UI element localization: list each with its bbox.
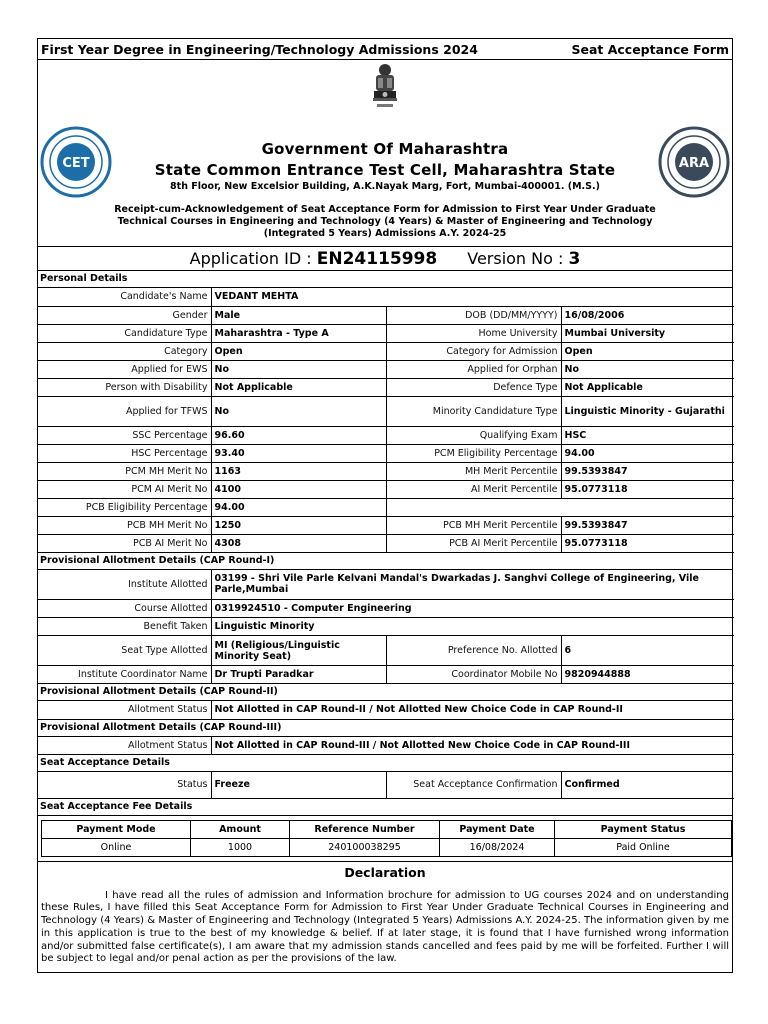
column-header: Payment Date — [440, 820, 555, 838]
form-type: Seat Acceptance Form — [571, 41, 729, 57]
round-3-status-value: Not Allotted in CAP Round-III / Not Allotted New Choice Code in CAP Round-III — [211, 737, 734, 755]
field-label: PCM Eligibility Percentage — [386, 444, 561, 462]
ews-value: No — [211, 360, 386, 378]
field-label: Gender — [38, 306, 211, 324]
seat-acceptance-form — [37, 38, 733, 973]
table-row — [38, 570, 734, 600]
table-row — [38, 772, 734, 798]
cap-round-1-table — [38, 570, 734, 685]
cap-round-3-table — [38, 737, 734, 756]
table-header-row — [42, 820, 732, 838]
column-header: Payment Status — [555, 820, 732, 838]
field-label: Institute Allotted — [38, 570, 211, 600]
seat-acceptance-header: Seat Acceptance Details — [38, 755, 732, 772]
version-label: Version No : — [467, 249, 564, 268]
application-id-bar — [38, 247, 732, 271]
empty-cell — [386, 498, 734, 516]
field-label: PCB MH Merit No — [38, 516, 211, 534]
column-header: Reference Number — [290, 820, 440, 838]
pcb-mh-percentile-value: 99.5393847 — [561, 516, 734, 534]
table-row — [38, 666, 734, 684]
field-label: Coordinator Mobile No — [386, 666, 561, 684]
form-title: First Year Degree in Engineering/Technology Admissions 2024 — [41, 41, 478, 57]
table-row — [38, 534, 734, 552]
table-row — [38, 701, 734, 719]
field-label: PCB Eligibility Percentage — [38, 498, 211, 516]
svg-text:CET: CET — [62, 156, 90, 171]
field-label: PCB AI Merit Percentile — [386, 534, 561, 552]
application-id-value: EN24115998 — [316, 248, 438, 269]
table-row — [38, 360, 734, 378]
svg-text:ARA: ARA — [678, 156, 710, 171]
version-value: 3 — [568, 248, 581, 269]
minority-value: Linguistic Minority - Gujarathi — [561, 396, 734, 426]
table-row — [38, 498, 734, 516]
seat-type-value: MI (Religious/Linguistic Minority Seat) — [211, 636, 386, 666]
benefit-value: Linguistic Minority — [211, 618, 734, 636]
field-label: Seat Acceptance Confirmation — [386, 772, 561, 798]
dob-value: 16/08/2006 — [561, 306, 734, 324]
acceptance-confirmation-value: Confirmed — [561, 772, 734, 798]
field-label: SSC Percentage — [38, 426, 211, 444]
tfws-value: No — [211, 396, 386, 426]
gender-value: Male — [211, 306, 386, 324]
personal-details-header: Personal Details — [38, 271, 732, 288]
fee-details-wrapper — [38, 816, 732, 862]
cap-round-2-header: Provisional Allotment Details (CAP Round-II) — [38, 684, 732, 701]
candidature-type-value: Maharashtra - Type A — [211, 324, 386, 342]
payment-date-cell: 16/08/2024 — [440, 838, 555, 856]
course-value: 0319924510 - Computer Engineering — [211, 600, 734, 618]
table-row — [38, 324, 734, 342]
field-label: Candidature Type — [38, 324, 211, 342]
ashoka-emblem-icon — [369, 62, 401, 114]
fee-details-header: Seat Acceptance Fee Details — [38, 799, 732, 816]
disability-value: Not Applicable — [211, 378, 386, 396]
field-label: PCM AI Merit No — [38, 480, 211, 498]
table-row — [38, 378, 734, 396]
field-label: Category for Admission — [386, 342, 561, 360]
cet-cell-title: State Common Entrance Test Cell, Maharashtra State — [154, 161, 616, 179]
field-label: Status — [38, 772, 211, 798]
table-row — [38, 426, 734, 444]
field-label: Defence Type — [386, 378, 561, 396]
table-row — [38, 737, 734, 755]
pcb-ai-merit-value: 4308 — [211, 534, 386, 552]
payment-status-cell: Paid Online — [555, 838, 732, 856]
field-label: AI Merit Percentile — [386, 480, 561, 498]
ai-percentile-value: 95.0773118 — [561, 480, 734, 498]
field-label: PCB AI Merit No — [38, 534, 211, 552]
field-label: Minority Candidature Type — [386, 396, 561, 426]
defence-value: Not Applicable — [561, 378, 734, 396]
orphan-value: No — [561, 360, 734, 378]
pcm-mh-merit-value: 1163 — [211, 462, 386, 480]
amount-cell: 1000 — [191, 838, 290, 856]
field-label: Home University — [386, 324, 561, 342]
cap-round-3-header: Provisional Allotment Details (CAP Round-III) — [38, 720, 732, 737]
field-label: MH Merit Percentile — [386, 462, 561, 480]
table-row — [38, 288, 734, 306]
field-label: Course Allotted — [38, 600, 211, 618]
field-label: Applied for EWS — [38, 360, 211, 378]
field-label: PCM MH Merit No — [38, 462, 211, 480]
pcb-ai-percentile-value: 95.0773118 — [561, 534, 734, 552]
column-header: Amount — [191, 820, 290, 838]
table-row — [38, 342, 734, 360]
ssc-value: 96.60 — [211, 426, 386, 444]
field-label: Preference No. Allotted — [386, 636, 561, 666]
hsc-value: 93.40 — [211, 444, 386, 462]
field-label: Person with Disability — [38, 378, 211, 396]
field-label: DOB (DD/MM/YYYY) — [386, 306, 561, 324]
table-row — [38, 600, 734, 618]
acceptance-status-value: Freeze — [211, 772, 386, 798]
seat-acceptance-table — [38, 772, 734, 799]
field-label: Allotment Status — [38, 737, 211, 755]
office-address: 8th Floor, New Excelsior Building, A.K.Nayak Marg, Fort, Mumbai-400001. (M.S.) — [170, 181, 600, 192]
table-row — [38, 444, 734, 462]
coordinator-value: Dr Trupti Paradkar — [211, 666, 386, 684]
table-row — [38, 306, 734, 324]
institute-value: 03199 - Shri Vile Parle Kelvani Mandal's Dwarkadas J. Sanghvi College of Engineering, Vile Parle,Mumbai — [211, 570, 734, 600]
table-row — [42, 838, 732, 856]
table-row — [38, 636, 734, 666]
reference-number-cell: 240100038295 — [290, 838, 440, 856]
candidate-name-value: VEDANT MEHTA — [211, 288, 734, 306]
payment-mode-cell: Online — [42, 838, 191, 856]
receipt-title: Receipt-cum-Acknowledgement of Seat Acceptance Form for Admission to First Year Under Graduate Technical Courses in Engineering and Technology (4 Years) & Master of Engineering and Technology (Integrated 5 Years) Admissions A.Y. 2024-25 — [114, 204, 656, 239]
pcb-eligibility-value: 94.00 — [211, 498, 386, 516]
field-label: Qualifying Exam — [386, 426, 561, 444]
table-row — [38, 480, 734, 498]
table-row — [38, 396, 734, 426]
declaration-text: I have read all the rules of admission and Information brochure for admission to UG courses 2024 and on understanding these Rules, I have filled this Seat Acceptance Form for Admission to First Year Under Graduate Technical Courses in Engineering and Technology (4 Years) & Master of Engineering and Technology (Integrated 5 Years) Admissions A.Y. 2024-25. The information given by me in this application is true to the best of my knowledge & belief. If at later stage, it is found that I have furnished wrong information and/or submitted false certificate(s), I am aware that my admission stands cancelled and fees paid by me will be forfeited. Further I will be subject to legal and/or penal action as per the provisions of the law. — [41, 889, 729, 965]
pcm-eligibility-value: 94.00 — [561, 444, 734, 462]
field-label: Applied for Orphan — [386, 360, 561, 378]
round-2-status-value: Not Allotted in CAP Round-II / Not Allotted New Choice Code in CAP Round-II — [211, 701, 734, 719]
qualifying-value: HSC — [561, 426, 734, 444]
table-row — [38, 462, 734, 480]
letterhead — [38, 60, 732, 247]
declaration-title: Declaration — [344, 864, 426, 880]
column-header: Payment Mode — [42, 820, 191, 838]
form-title-bar — [38, 39, 732, 60]
field-label: PCB MH Merit Percentile — [386, 516, 561, 534]
cap-round-2-table — [38, 701, 734, 720]
category-admission-value: Open — [561, 342, 734, 360]
field-label: Benefit Taken — [38, 618, 211, 636]
pcm-ai-merit-value: 4100 — [211, 480, 386, 498]
personal-details-table — [38, 288, 734, 553]
application-id-label: Application ID : — [189, 249, 312, 268]
field-label: Category — [38, 342, 211, 360]
home-university-value: Mumbai University — [561, 324, 734, 342]
table-row — [38, 516, 734, 534]
mh-percentile-value: 99.5393847 — [561, 462, 734, 480]
cap-round-1-header: Provisional Allotment Details (CAP Round-I) — [38, 553, 732, 570]
table-row — [38, 618, 734, 636]
field-label: Institute Coordinator Name — [38, 666, 211, 684]
pcb-mh-merit-value: 1250 — [211, 516, 386, 534]
field-label: Candidate's Name — [38, 288, 211, 306]
category-value: Open — [211, 342, 386, 360]
field-label: Seat Type Allotted — [38, 636, 211, 666]
government-title: Government Of Maharashtra — [261, 140, 509, 158]
field-label: Applied for TFWS — [38, 396, 211, 426]
field-label: HSC Percentage — [38, 444, 211, 462]
mobile-value: 9820944888 — [561, 666, 734, 684]
preference-value: 6 — [561, 636, 734, 666]
fee-details-table — [41, 820, 732, 857]
field-label: Allotment Status — [38, 701, 211, 719]
